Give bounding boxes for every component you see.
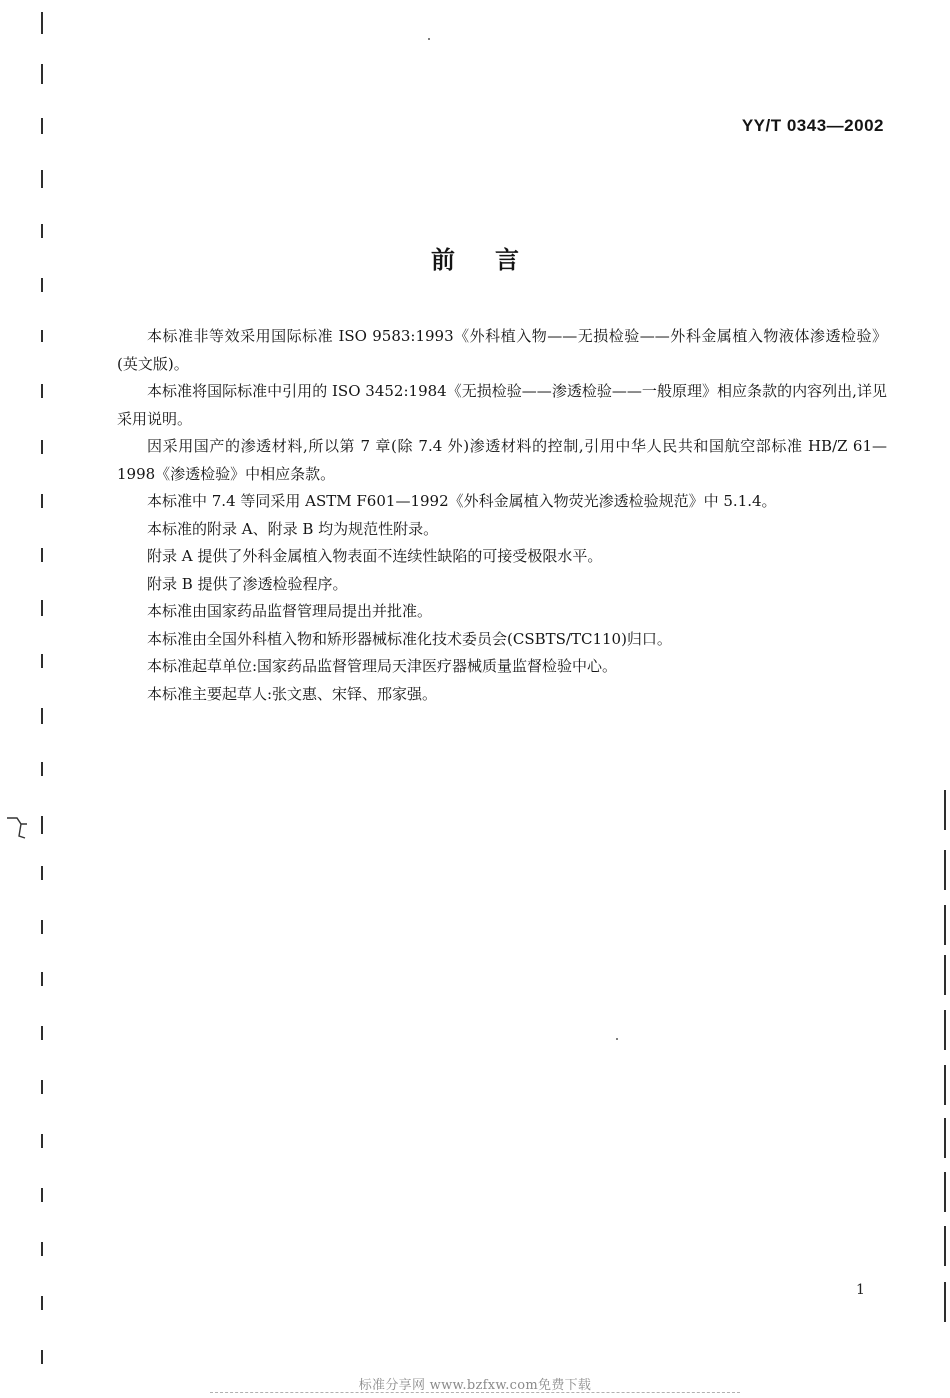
- scan-tab-mark: [5, 816, 29, 842]
- paragraph: 本标准起草单位:国家药品监督管理局天津医疗器械质量监督检验中心。: [147, 657, 618, 675]
- right-edge-marks: [944, 0, 948, 1398]
- footer-watermark: 标准分享网 www.bzfxw.com免费下载: [358, 1378, 592, 1393]
- paragraph: 本标准中 7.4 等同采用 ASTM F601—1992《外科金属植入物荧光渗透检验规范》中 5.1.4。: [147, 492, 777, 510]
- paragraph: 本标准由国家药品监督管理局提出并批准。: [147, 602, 433, 620]
- paragraph: 附录 A 提供了外科金属植入物表面不连续性缺陷的可接受极限水平。: [147, 547, 603, 565]
- scan-speck: [428, 38, 430, 40]
- foreword-body: [117, 323, 887, 708]
- paragraph: 本标准将国际标准中引用的 ISO 3452:1984《无损检验——渗透检验——一般原理》相应条款的内容列出,详见采用说明。: [117, 382, 887, 428]
- paragraph: 本标准非等效采用国际标准 ISO 9583:1993《外科植入物——无损检验——外科金属植入物液体渗透检验》(英文版)。: [117, 327, 887, 373]
- page-number: 1: [856, 1282, 865, 1298]
- page-title: 前言: [431, 246, 559, 274]
- scan-speck: [616, 1038, 618, 1040]
- standard-number: YY/T 0343—2002: [741, 116, 884, 135]
- paragraph: 本标准的附录 A、附录 B 均为规范性附录。: [147, 519, 439, 538]
- paragraph: 附录 B 提供了渗透检验程序。: [147, 574, 348, 593]
- footer-rule: [210, 1392, 740, 1393]
- paragraph: 本标准由全国外科植入物和矫形器械标准化技术委员会(CSBTS/TC110)归口。: [147, 629, 672, 648]
- binding-edge-marks: [41, 0, 45, 1398]
- paragraph: 因采用国产的渗透材料,所以第 7 章(除 7.4 外)渗透材料的控制,引用中华人民共和国航空部标准 HB/Z 61—1998《渗透检验》中相应条款。: [117, 437, 887, 483]
- paragraph: 本标准主要起草人:张文惠、宋铎、邢家强。: [147, 684, 438, 703]
